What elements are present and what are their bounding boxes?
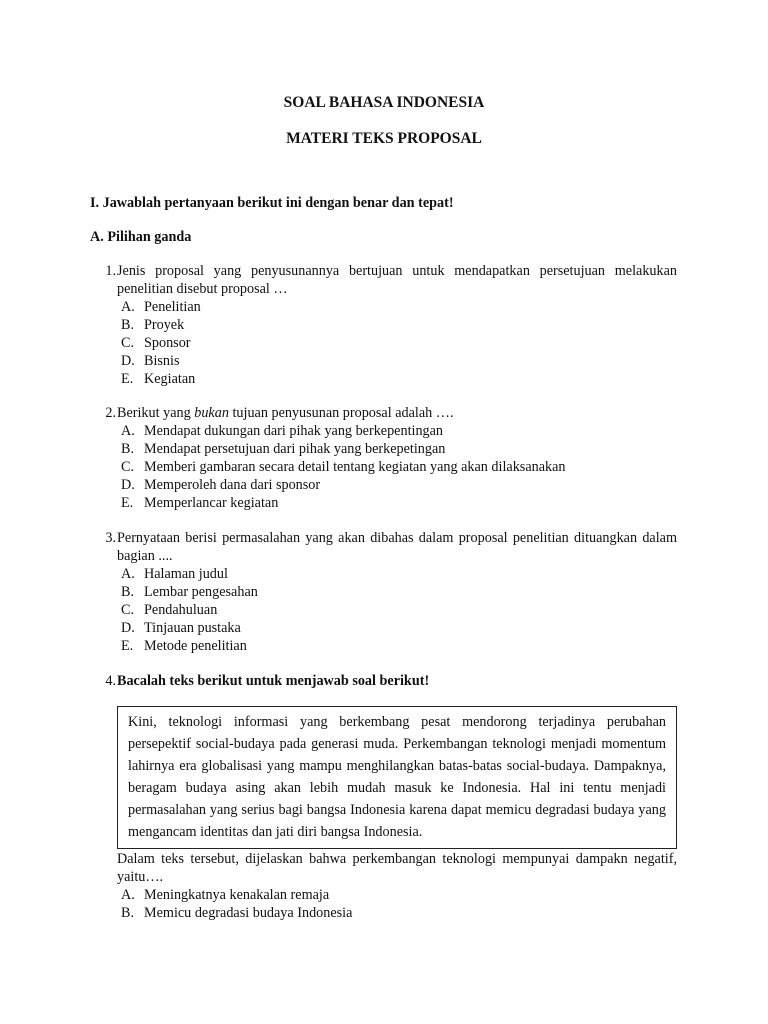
option-letter: A. [121, 423, 135, 439]
instruction-heading: I. Jawablah pertanyaan berikut ini dengan benar dan tepat! [90, 195, 454, 211]
option-text: Kegiatan [144, 371, 196, 387]
question-4-followup [117, 850, 677, 922]
option-list [90, 422, 677, 512]
reading-passage-text: Kini, teknologi informasi yang berkembang pesat mendorong terjadinya perubahan persepektif social-budaya pada generasi muda. Perkembangan teknologi menjadi momentum lahirnya era globalisasi yang mampu menghilangkan batas-batas social-budaya. Dampaknya, beragam budaya asing akan lebih mudah masuk ke Indonesia. Hal ini tentu menjadi permasalahan yang serius bagi bangsa Indonesia karena dapat memicu degradasi budaya yang mengancam identitas dan jati diri bangsa Indonesia. [128, 714, 666, 840]
option-text: Metode penelitian [144, 638, 247, 654]
question-text-emphasis: bukan [194, 405, 229, 421]
document-title: SOAL BAHASA INDONESIA [283, 94, 485, 111]
option-letter: D. [121, 353, 135, 369]
option-letter: B. [121, 584, 135, 600]
option-letter: C. [121, 335, 135, 351]
followup-question-text: Dalam teks tersebut, dijelaskan bahwa perkembangan teknologi mempunyai dampakn negatif, yaitu…. [117, 851, 677, 885]
option-text: Mendapat dukungan dari pihak yang berkepentingan [144, 423, 444, 439]
option-text: Meningkatnya kenakalan remaja [144, 887, 330, 903]
option-text: Memperoleh dana dari sponsor [144, 477, 321, 493]
question-4 [90, 672, 677, 690]
option-list [90, 298, 677, 388]
section-heading: A. Pilihan ganda [90, 229, 192, 245]
question-number: 4. [105, 673, 116, 689]
option-letter: D. [121, 620, 135, 636]
option-letter: A. [121, 887, 135, 903]
option-item [117, 298, 677, 316]
option-item [117, 370, 677, 388]
question-number: 3. [105, 530, 116, 546]
option-text: Lembar pengesahan [144, 584, 258, 600]
option-item [117, 637, 677, 655]
option-item [117, 458, 677, 476]
option-item [117, 334, 677, 352]
question-text: Jenis proposal yang penyusunannya bertujuan untuk mendapatkan persetujuan melakukan penelitian disebut proposal … [117, 263, 677, 297]
option-item [117, 440, 677, 458]
option-text: Memicu degradasi budaya Indonesia [144, 905, 353, 921]
question-text [117, 404, 677, 422]
option-item [117, 316, 677, 334]
question-number: 2. [105, 405, 116, 421]
question-text-part: Berikut yang [117, 405, 195, 421]
option-list [90, 565, 677, 655]
option-text: Pendahuluan [144, 602, 218, 618]
option-text: Penelitian [144, 299, 201, 315]
option-item [117, 886, 677, 904]
question-text: Bacalah teks berikut untuk menjawab soal berikut! [117, 673, 430, 689]
option-item [117, 601, 677, 619]
question-1 [90, 262, 677, 388]
option-text: Bisnis [144, 353, 180, 369]
option-item [117, 352, 677, 370]
option-letter: B. [121, 441, 135, 457]
option-list [117, 886, 677, 922]
option-text: Memperlancar kegiatan [144, 495, 279, 511]
option-item [117, 565, 677, 583]
option-item [117, 422, 677, 440]
option-letter: D. [121, 477, 135, 493]
option-letter: B. [121, 905, 135, 921]
option-item [117, 494, 677, 512]
question-number: 1. [105, 263, 116, 279]
question-2 [90, 404, 677, 512]
document-subtitle: MATERI TEKS PROPOSAL [286, 130, 482, 147]
option-item [117, 904, 677, 922]
option-letter: E. [121, 371, 134, 387]
option-item [117, 619, 677, 637]
option-letter: E. [121, 638, 134, 654]
option-text: Memberi gambaran secara detail tentang kegiatan yang akan dilaksanakan [144, 459, 566, 475]
question-3 [90, 529, 677, 655]
option-letter: C. [121, 459, 135, 475]
option-letter: E. [121, 495, 134, 511]
option-text: Proyek [144, 317, 185, 333]
option-letter: C. [121, 602, 135, 618]
option-text: Tinjauan pustaka [144, 620, 241, 636]
question-text: Pernyataan berisi permasalahan yang akan dibahas dalam proposal penelitian dituangkan dalam bagian .... [117, 530, 677, 564]
option-text: Sponsor [144, 335, 191, 351]
question-text-part: tujuan penyusunan proposal adalah …. [228, 405, 454, 421]
option-letter: A. [121, 299, 135, 315]
option-text: Halaman judul [144, 566, 228, 582]
option-letter: A. [121, 566, 135, 582]
option-text: Mendapat persetujuan dari pihak yang berkepetingan [144, 441, 446, 457]
option-item [117, 476, 677, 494]
reading-passage-box [117, 706, 677, 849]
option-letter: B. [121, 317, 135, 333]
option-item [117, 583, 677, 601]
